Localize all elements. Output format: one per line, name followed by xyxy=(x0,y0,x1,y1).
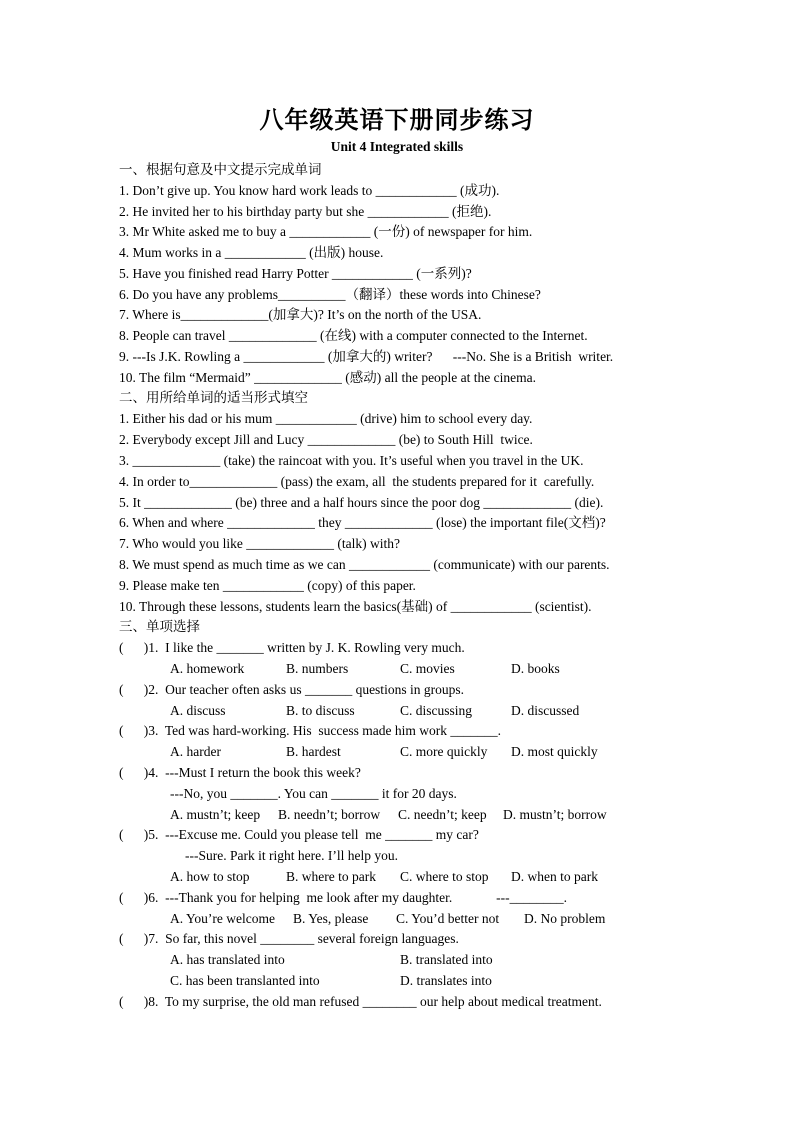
section1-heading: 一、根据句意及中文提示完成单词 xyxy=(119,162,322,178)
answer-option: B. hardest xyxy=(286,744,341,759)
section2-item: 2. Everybody except Jill and Lucy _____________ (be) to South Hill twice. xyxy=(119,432,533,447)
section1-item: 2. He invited her to his birthday party but she ____________ (拒绝). xyxy=(119,204,492,219)
section1-item: 8. People can travel _____________ (在线) with a computer connected to the Internet. xyxy=(119,328,588,343)
section2-item: 3. _____________ (take) the raincoat with you. It’s useful when you travel in the UK. xyxy=(119,453,584,468)
section1-item: 3. Mr White asked me to buy a ____________ (一份) of newspaper for him. xyxy=(119,224,533,239)
answer-option: A. has translated into xyxy=(170,952,285,967)
question-stem: ( )7. So far, this novel ________ several foreign languages. xyxy=(119,931,459,946)
answer-option: D. books xyxy=(511,661,560,676)
answer-option: B. numbers xyxy=(286,661,349,676)
answer-option: C. needn’t; keep xyxy=(398,807,487,822)
question-stem: ( )4. ---Must I return the book this week? xyxy=(119,765,361,780)
answer-option: C. movies xyxy=(400,661,455,676)
question-continuation: ---Sure. Park it right here. I’ll help you. xyxy=(185,848,398,863)
answer-option: D. mustn’t; borrow xyxy=(503,807,607,822)
section2-item: 1. Either his dad or his mum ____________ (drive) him to school every day. xyxy=(119,411,533,426)
answer-option: D. discussed xyxy=(511,703,580,718)
section2-heading: 二、用所给单词的适当形式填空 xyxy=(119,390,308,406)
answer-option: A. You’re welcome xyxy=(170,911,275,926)
question-stem: ( )2. Our teacher often asks us _______ questions in groups. xyxy=(119,682,464,697)
page-title: 八年级英语下册同步练习 xyxy=(259,106,535,134)
answer-option: B. translated into xyxy=(400,952,493,967)
section1-item: 4. Mum works in a ____________ (出版) house. xyxy=(119,245,384,260)
section2-item: 4. In order to_____________ (pass) the exam, all the students prepared for it carefully. xyxy=(119,474,595,489)
question-stem: ( )1. I like the _______ written by J. K. Rowling very much. xyxy=(119,640,465,655)
section1-item: 7. Where is_____________(加拿大)? It’s on the north of the USA. xyxy=(119,307,482,322)
question-stem: ( )6. ---Thank you for helping me look after my daughter. ---________. xyxy=(119,890,568,905)
answer-option: D. No problem xyxy=(524,911,606,926)
answer-option: C. discussing xyxy=(400,703,473,718)
section1-item: 5. Have you finished read Harry Potter ____________ (一系列)? xyxy=(119,266,472,281)
question-stem: ( )8. To my surprise, the old man refused ________ our help about medical treatment. xyxy=(119,994,602,1009)
section2-item: 8. We must spend as much time as we can ____________ (communicate) with our parents. xyxy=(119,557,610,572)
answer-option: C. You’d better not xyxy=(396,911,500,926)
question-continuation: ---No, you _______. You can _______ it for 20 days. xyxy=(170,786,457,801)
answer-option: B. where to park xyxy=(286,869,376,884)
section3-heading: 三、单项选择 xyxy=(119,619,200,635)
section1-item: 9. ---Is J.K. Rowling a ____________ (加拿大的) writer? ---No. She is a British writer. xyxy=(119,349,614,364)
section1-item: 6. Do you have any problems__________（翻译）these words into Chinese? xyxy=(119,287,541,302)
answer-option: A. homework xyxy=(170,661,245,676)
section2-item: 6. When and where _____________ they _____________ (lose) the important file(文档)? xyxy=(119,515,606,530)
answer-option: A. mustn’t; keep xyxy=(170,807,261,822)
answer-option: A. discuss xyxy=(170,703,226,718)
answer-option: B. Yes, please xyxy=(293,911,369,926)
answer-option: C. has been translanted into xyxy=(170,973,320,988)
section1-item: 1. Don’t give up. You know hard work leads to ____________ (成功). xyxy=(119,183,500,198)
page-subtitle: Unit 4 Integrated skills xyxy=(330,139,464,154)
answer-option: A. harder xyxy=(170,744,221,759)
answer-option: C. where to stop xyxy=(400,869,489,884)
answer-option: B. to discuss xyxy=(286,703,355,718)
answer-option: C. more quickly xyxy=(400,744,488,759)
question-stem: ( )5. ---Excuse me. Could you please tell me _______ my car? xyxy=(119,827,479,842)
question-stem: ( )3. Ted was hard-working. His success made him work _______. xyxy=(119,723,501,738)
answer-option: D. when to park xyxy=(511,869,598,884)
section2-item: 7. Who would you like _____________ (talk) with? xyxy=(119,536,400,551)
section2-item: 9. Please make ten ____________ (copy) of this paper. xyxy=(119,578,416,593)
section2-item: 5. It _____________ (be) three and a half hours since the poor dog _____________ (die). xyxy=(119,495,604,510)
section1-item: 10. The film “Mermaid” _____________ (感动) all the people at the cinema. xyxy=(119,370,537,385)
section2-item: 10. Through these lessons, students learn the basics(基础) of ____________ (scientist). xyxy=(119,599,592,614)
answer-option: B. needn’t; borrow xyxy=(278,807,381,822)
answer-option: D. most quickly xyxy=(511,744,598,759)
answer-option: D. translates into xyxy=(400,973,492,988)
answer-option: A. how to stop xyxy=(170,869,250,884)
